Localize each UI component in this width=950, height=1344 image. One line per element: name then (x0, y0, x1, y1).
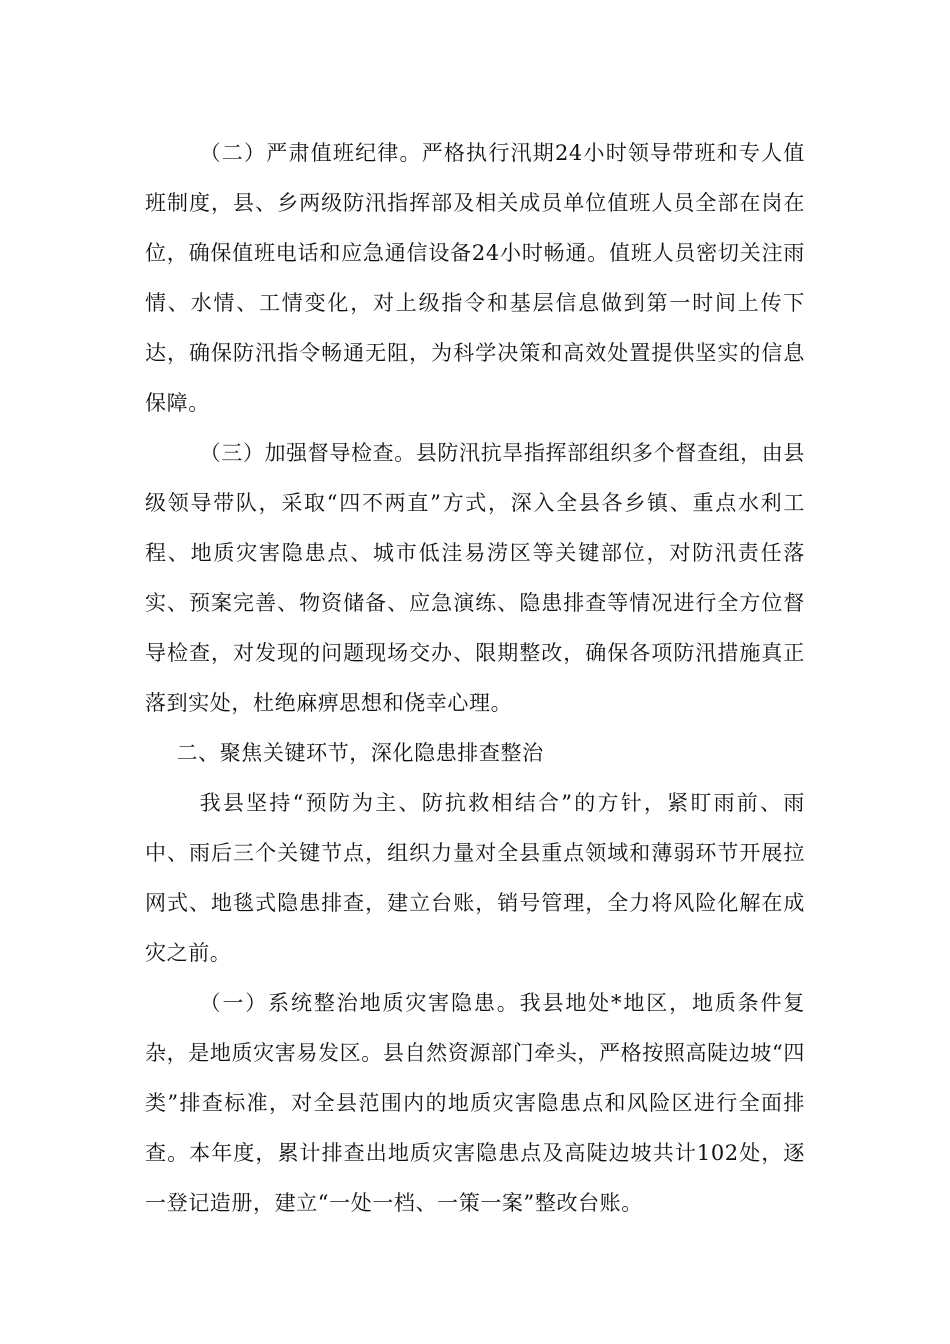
section-heading: 二、聚焦关键环节，深化隐患排查整治 (176, 741, 544, 765)
paragraph-prevention-policy: 我县坚持“预防为主、防抗救相结合”的方针，紧盯雨前、雨中、雨后三个关键节点，组织力量对全县重点领域和薄弱环节开展拉网式、地毯式隐患排查，建立台账，销号管理，全力将风险化解在成灾之前。 (145, 791, 805, 965)
paragraph-duty-discipline: （二）严肃值班纪律。严格执行汛期24小时领导带班和专人值班制度，县、乡两级防汛指挥部及相关成员单位值班人员全部在岗在位，确保值班电话和应急通信设备24小时畅通。值班人员密切关注雨情、水情、工情变化，对上级指令和基层信息做到第一时间上传下达，确保防汛指令畅通无阻，为科学决策和高效处置提供坚实的信息保障。 (145, 141, 805, 415)
document-body (145, 128, 805, 1228)
paragraph-geological-hazards: （一）系统整治地质灾害隐患。我县地处*地区，地质条件复杂，是地质灾害易发区。县自然资源部门牵头，严格按照高陡边坡“四类”排查标准，对全县范围内的地质灾害隐患点和风险区进行全面排查。本年度，累计排查出地质灾害隐患点及高陡边坡共计102处，逐一登记造册，建立“一处一档、一策一案”整改台账。 (145, 991, 805, 1215)
paragraph-supervision: （三）加强督导检查。县防汛抗旱指挥部组织多个督查组，由县级领导带队，采取“四不两直”方式，深入全县各乡镇、重点水利工程、地质灾害隐患点、城市低洼易涝区等关键部位，对防汛责任落实、预案完善、物资储备、应急演练、隐患排查等情况进行全方位督导检查，对发现的问题现场交办、限期整改，确保各项防汛措施真正落到实处，杜绝麻痹思想和侥幸心理。 (145, 441, 805, 715)
